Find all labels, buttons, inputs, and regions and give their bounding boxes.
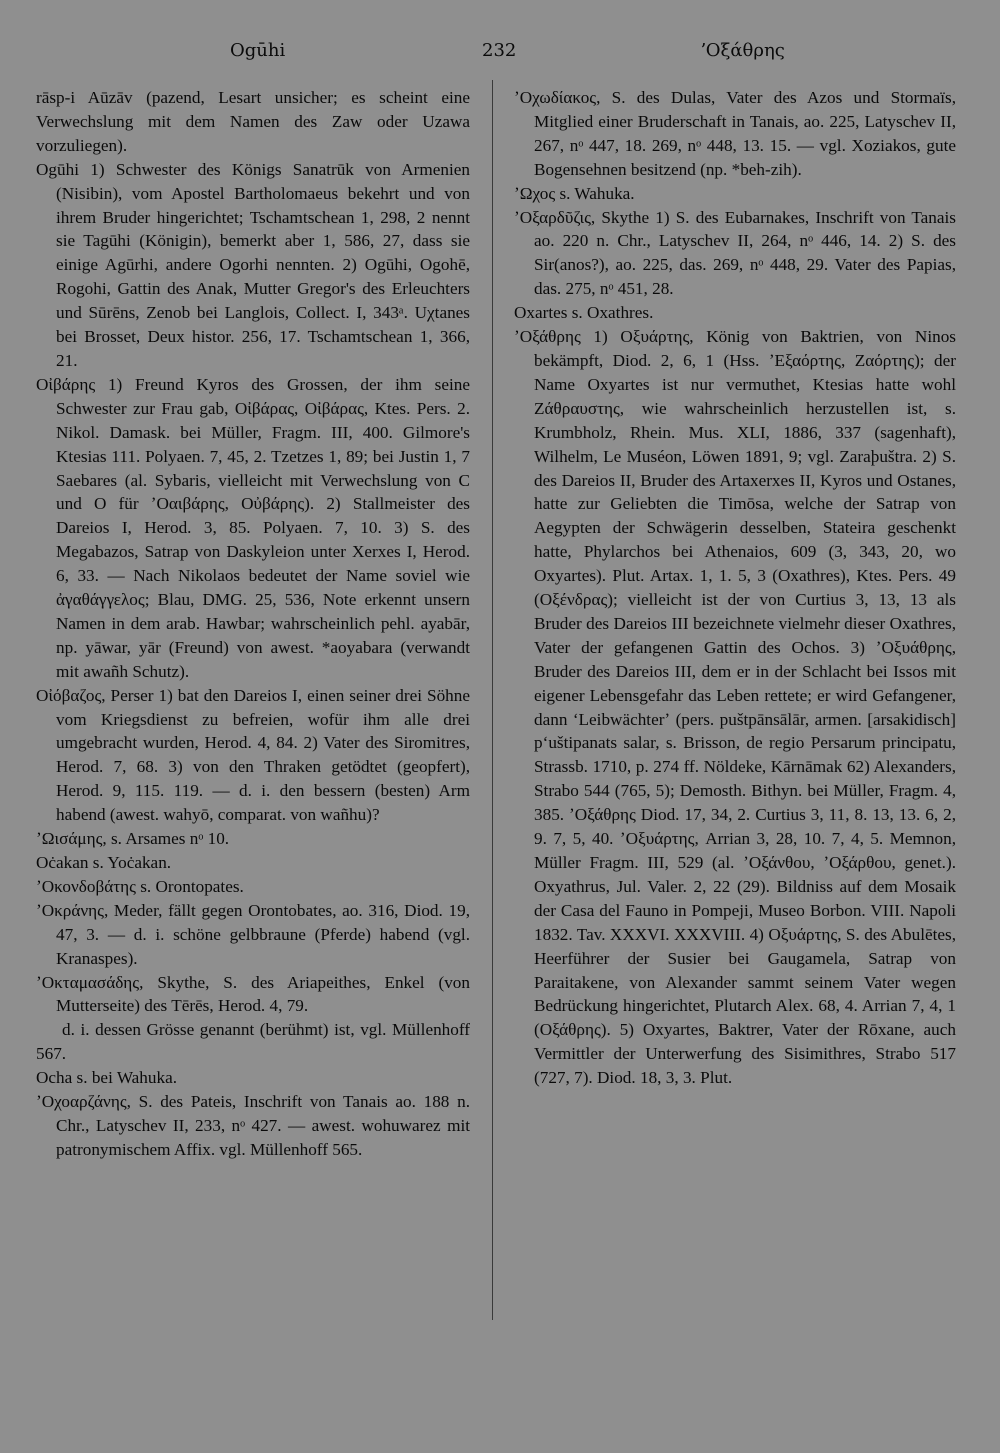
- right-column: [514, 86, 956, 1090]
- column-divider: [492, 80, 493, 1320]
- header-right-word: ʼΟξάθρης: [700, 40, 785, 61]
- running-header: [0, 40, 1000, 68]
- entry-ocha: Ocha s. bei Wahuka.: [36, 1068, 178, 1088]
- entry-ocakan: Oċakan s. Yoċakan.: [36, 853, 172, 872]
- page-number: 232: [482, 40, 517, 61]
- left-column: [36, 86, 470, 1162]
- entry-oxardyzis: ʼΟξαρδῦζις, Skythe 1) S. des Eubarnakes, Inschrift von Tanais ao. 220 n. Chr., Latyschev II, 264, nᵒ 446, 14. 2) S. des Sir(anos?), ao. 225, das. 269, nᵒ 448, 29. Vater des Papias, das. 275, nᵒ 451, 28.: [514, 207, 956, 299]
- entry-oguhi: Ogūhi 1) Schwester des Königs Sanatrūk von Armenien (Nisibin), vom Apostel Bartholomaeus bekehrt und von ihrem Bruder hingerichtet; Tschamtschean 1, 298, 2 nennt sie Tagūhi (Königin), bemerkt aber 1, 586, 27, dass sie einige Agūrhi, andere Ogorhi nennten. 2) Ogūhi, Ogohē, Rogohi, Gattin des Anak, Mutter Gregor's des Erleuchters und Sūrēns, Zenob bei Langlois, Collect. I, 343ᵃ. Uχtanes bei Brosset, Deux histor. 256, 17. Tschamtschean 1, 366, 21.: [36, 159, 470, 370]
- entry-oiobazos: Οἰόβαζος, Perser 1) bat den Dareios I, einen seiner drei Söhne vom Kriegsdienst zu befreien, wofür ihm alle drei umgebracht wurden, Herod. 4, 84. 2) Vater des Siromitres, Herod. 7, 68. 3) von den Thraken getödtet (geopfert), Herod. 9, 115. 119. — d. i. den bessern (besten) Arm habend (awest. wahyō, comparat. von wañhu)?: [36, 685, 470, 825]
- entry-okondobates: ʼΟκονδοβάτης s. Orontopates.: [36, 876, 244, 896]
- entry-okranes: ʼΟκράνης, Meder, fällt gegen Orontobates, ao. 316, Diod. 19, 47, 3. — d. i. schöne gelbbraune (Pferde) habend (vgl. Kranaspes).: [36, 900, 470, 968]
- entry-ochoarzanes: ʼΟχοαρζάνης, S. des Pateis, Inschrift von Tanais ao. 188 n. Chr., Latyschev II, 233, nᵒ 427. — awest. wohuwarez mit patronymischem Affix. vgl. Müllenhoff 565.: [36, 1092, 470, 1159]
- entry-continuation: rāsp-i Aūzāv (pazend, Lesart unsicher; es scheint eine Verwechslung mit dem Namen des Zaw oder Uzawa vorzuliegen).: [36, 88, 470, 155]
- entry-oktamasades: ʼΟκταμασάδης, Skythe, S. des Ariapeithes, Enkel (von Mutterseite) des Tērēs, Herod. 4, 79.: [36, 972, 470, 1016]
- entry-oxathres: ʼΟξάθρης 1) Οξυάρτης, König von Baktrien, von Ninos bekämpft, Diod. 2, 6, 1 (Hss. ʼΕξαόρτης, Ζαόρτης); der Name Oxyartes ist nur vermuthet, Ktesias hatte wohl Ζάθραυστης, wie wahrscheinlich herzustellen ist, s. Krumbholz, Rhein. Mus. XLI, 1886, 337 (sagenhaft), Wilhelm, Le Muséon, Löwen 1891, 9; vgl. Zaraþuštra. 2) S. des Dareios II, Bruder des Artaxerxes II, Kyros und Ostanes, hatte zur Geliebten die Timōsa, welche der Satrap von Aegypten der Schwägerin desselben, Stateira geschenkt hatte, Phylarchos bei Athenaios, 609 (3, 343, 20, wo Oxyartes). Plut. Artax. 1, 1. 5, 3 (Oxathres), Ktes. Pers. 49 (Οξένδρας); vielleicht ist der von Curtius 3, 13, 13 als Bruder des Dareios III bezeichnete vielmehr dieser Oxathres, Vater der gefangenen Gattin des Ochos. 3) ʼΟξυάθρης, Bruder des Dareios III, dem er in der Schlacht bei Issos mit eigener Lebensgefahr das Leben rettete; er wird Gefangener, dann ʻLeibwächterʼ (pers. puštpānsālār, armen. [arsakidisch] pʻuštipanats salar, s. Brisson, de regio Persarum principatu, Strassb. 1710, p. 274 ff. Nöldeke, Kārnāmak 62) Alexanders, Strabo 544 (765, 5); Demosth. Bithyn. bei Müller, Fragm. 4, 385. ʼΟξάθρης Diod. 17, 34, 2. Curtius 3, 11, 8. 13, 13. 6, 2, 9. 7, 5, 40. ʼΟξυάρτης, Arrian 3, 28, 10. 7, 4, 5. Memnon, Müller Fragm. III, 529 (al. ʼΟξάνθου, ʼΟξάρθου, genet.). Oxyathrus, Jul. Valer. 2, 22 (29). Bildniss auf dem Mosaik der Casa del Fauno in Pompeji, Museo Borbon. VIII. Napoli 1832. Tav. XXXVI. XXXVIII. 4) Οξυάρτης, S. des Abulētes, Heerführer der Susier bei Gaugamela, Satrap von Paraitakene, von Alexander sammt seinem Vater wegen Bedrückung hingerichtet, Plutarch Alex. 68, 4. Arrian 7, 4, 1 (Οξάθρης). 5) Oxyartes, Baktrer, Vater der Rōxane, auch Vermittler der Unterwerfung des Sisimithres, Strabo 517 (727, 7). Diod. 18, 3, 3. Plut.: [514, 327, 956, 1088]
- entry-oisames: ʼΩισάμης, s. Arsames nᵒ 10.: [36, 829, 230, 849]
- entry-oxartes: Oxartes s. Oxathres.: [514, 303, 654, 323]
- entry-oktamasades-note: d. i. dessen Grösse genannt (berühmt) ist, vgl. Müllenhoff 567.: [36, 1020, 470, 1064]
- entry-ochos: ʼΩχος s. Wahuka.: [514, 183, 635, 203]
- entry-ochodiakos: ʼΟχωδίακος, S. des Dulas, Vater des Azos und Stormaïs, Mitglied einer Bruderschaft in Tanais, ao. 225, Latyschev II, 267, nᵒ 447, 18. 269, nᵒ 448, 13. 15. — vgl. Xoziakos, gute Bogensehnen besitzend (np. *beh-zih).: [514, 88, 956, 179]
- entry-oibares: Οἰβάρης 1) Freund Kyros des Grossen, der ihm seine Schwester zur Frau gab, Οἰβάρας, Οἰβάρας, Ktes. Pers. 2. Nikol. Damask. bei Müller, Fragm. III, 400. Gilmore's Ktesias 111. Polyaen. 7, 45, 2. Tzetzes 1, 89; bei Justin 1, 7 Saebares (al. Sybaris, vielleicht mit Verwechslung von C und O für ʼΟαιβάρης, Οὐβάρης). 2) Stallmeister des Dareios I, Herod. 3, 85. Polyaen. 7, 10. 3) S. des Megabazos, Satrap von Daskyleion unter Xerxes I, Herod. 6, 33. — Nach Nikolaos bedeutet der Name soviel wie ἀγαθάγγελος; Blau, DMG. 25, 536, Note erkennt unsern Namen in dem arab. Hawbar; wahrscheinlich pehl. ayabār, np. yāwar, yār (Freund) von awest. *aoyabara (verwandt mit awañh Schutz).: [36, 374, 470, 681]
- header-left-word: Ogūhi: [230, 40, 286, 61]
